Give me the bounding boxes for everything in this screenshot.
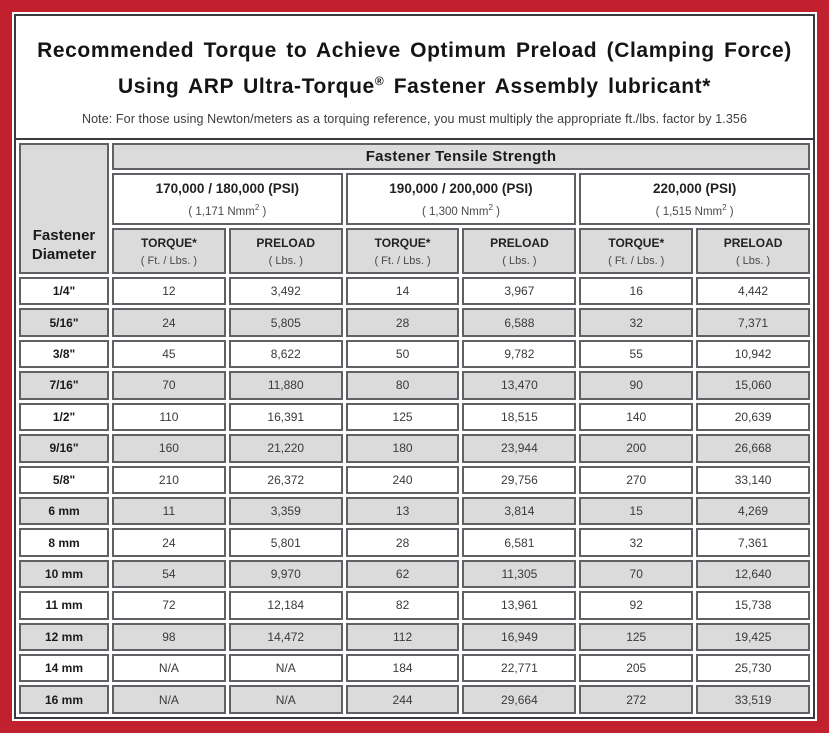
value-cell: 13,470 [462, 371, 576, 399]
value-cell: 29,756 [462, 466, 576, 494]
value-cell: 240 [346, 466, 460, 494]
tensile-header-row [19, 143, 810, 170]
torque-unit: ( Ft. / Lbs. ) [374, 254, 431, 267]
value-cell: 29,664 [462, 685, 576, 714]
value-cell: 9,970 [229, 560, 343, 588]
value-cell: 272 [579, 685, 693, 714]
value-cell: 184 [346, 654, 460, 682]
diameter-cell: 6 mm [19, 497, 109, 525]
page-title-line-2 [16, 66, 813, 102]
title-block [16, 16, 813, 138]
preload-unit: ( Lbs. ) [735, 254, 771, 267]
sub-header-row [19, 228, 810, 274]
content-card [14, 14, 815, 719]
value-cell: 80 [346, 371, 460, 399]
value-cell: 112 [346, 623, 460, 651]
value-cell: 125 [579, 623, 693, 651]
value-cell: 82 [346, 591, 460, 619]
table-body [19, 277, 810, 714]
table-row [19, 308, 810, 336]
value-cell: 4,269 [696, 497, 810, 525]
value-cell: N/A [229, 685, 343, 714]
card-rim [12, 12, 817, 721]
preload-label: PRELOAD [723, 235, 783, 250]
value-cell: 3,967 [462, 277, 576, 305]
value-cell: 55 [579, 340, 693, 368]
title-line-2-suffix: Fastener Assembly lubricant* [384, 75, 711, 98]
table-row [19, 623, 810, 651]
value-cell: 28 [346, 308, 460, 336]
value-cell: 12,640 [696, 560, 810, 588]
preload-column-header [462, 228, 576, 274]
value-cell: 26,372 [229, 466, 343, 494]
value-cell: 70 [579, 560, 693, 588]
value-cell: N/A [229, 654, 343, 682]
value-cell: 200 [579, 434, 693, 462]
value-cell: 16 [579, 277, 693, 305]
value-cell: 5,801 [229, 528, 343, 556]
value-cell: 6,581 [462, 528, 576, 556]
diameter-cell: 5/8" [19, 466, 109, 494]
value-cell: 11 [112, 497, 226, 525]
value-cell: 62 [346, 560, 460, 588]
value-cell: 270 [579, 466, 693, 494]
torque-label: TORQUE* [374, 235, 431, 250]
psi-label: 220,000 (PSI) [653, 180, 737, 196]
value-cell: 98 [112, 623, 226, 651]
value-cell: 5,805 [229, 308, 343, 336]
value-cell: 16,391 [229, 403, 343, 431]
value-cell: 11,305 [462, 560, 576, 588]
page-title-line-1: Recommended Torque to Achieve Optimum Preload (Clamping Force) [37, 39, 792, 62]
value-cell: 54 [112, 560, 226, 588]
value-cell: 19,425 [696, 623, 810, 651]
table-row [19, 685, 810, 714]
value-cell: 70 [112, 371, 226, 399]
value-cell: 16,949 [462, 623, 576, 651]
value-cell: 12 [112, 277, 226, 305]
fastener-diameter-header [19, 143, 109, 274]
preload-unit: ( Lbs. ) [502, 254, 537, 267]
value-cell: 244 [346, 685, 460, 714]
preload-label: PRELOAD [490, 235, 549, 250]
value-cell: 90 [579, 371, 693, 399]
table-row [19, 528, 810, 556]
value-cell: 21,220 [229, 434, 343, 462]
psi-header-row [19, 173, 810, 225]
value-cell: 6,588 [462, 308, 576, 336]
value-cell: 9,782 [462, 340, 576, 368]
fastener-diameter-header-line1: Fastener [32, 227, 96, 244]
value-cell: 50 [346, 340, 460, 368]
diameter-cell: 7/16" [19, 371, 109, 399]
diameter-cell: 9/16" [19, 434, 109, 462]
value-cell: 45 [112, 340, 226, 368]
value-cell: 25,730 [696, 654, 810, 682]
value-cell: 11,880 [229, 371, 343, 399]
value-cell: 15,738 [696, 591, 810, 619]
diameter-cell: 1/4" [19, 277, 109, 305]
value-cell: 15 [579, 497, 693, 525]
value-cell: 7,371 [696, 308, 810, 336]
diameter-cell: 14 mm [19, 654, 109, 682]
value-cell: 140 [579, 403, 693, 431]
table-row [19, 371, 810, 399]
value-cell: 14 [346, 277, 460, 305]
table-row [19, 403, 810, 431]
psi-label: 190,000 / 200,000 (PSI) [389, 180, 533, 196]
value-cell: 24 [112, 308, 226, 336]
table-row [19, 497, 810, 525]
table-row [19, 654, 810, 682]
torque-unit: ( Ft. / Lbs. ) [608, 254, 665, 267]
value-cell: 32 [579, 528, 693, 556]
torque-unit: ( Ft. / Lbs. ) [140, 254, 198, 267]
value-cell: 160 [112, 434, 226, 462]
table-row [19, 340, 810, 368]
psi-label: 170,000 / 180,000 (PSI) [155, 180, 299, 196]
value-cell: 18,515 [462, 403, 576, 431]
value-cell: 10,942 [696, 340, 810, 368]
value-cell: 125 [346, 403, 460, 431]
nmm-label: ( 1,300 Nmm$^2$ ) [422, 202, 500, 218]
preload-unit: ( Lbs. ) [268, 254, 303, 267]
torque-label: TORQUE* [608, 235, 665, 250]
value-cell: N/A [112, 654, 226, 682]
value-cell: 3,814 [462, 497, 576, 525]
torque-table [16, 140, 813, 717]
value-cell: 3,492 [229, 277, 343, 305]
title-line-2-text: Using ARP Ultra-Torque [117, 75, 375, 98]
value-cell: 92 [579, 591, 693, 619]
value-cell: 13 [346, 497, 460, 525]
value-cell: 22,771 [462, 654, 576, 682]
value-cell: N/A [112, 685, 226, 714]
preload-column-header [229, 228, 343, 274]
value-cell: 110 [112, 403, 226, 431]
table-row [19, 591, 810, 619]
nmm-label: ( 1,171 Nmm$^2$ ) [188, 202, 267, 218]
torque-column-header [346, 228, 460, 274]
value-cell: 8,622 [229, 340, 343, 368]
table-row [19, 560, 810, 588]
value-cell: 28 [346, 528, 460, 556]
diameter-cell: 3/8" [19, 340, 109, 368]
diameter-cell: 12 mm [19, 623, 109, 651]
diameter-cell: 8 mm [19, 528, 109, 556]
value-cell: 26,668 [696, 434, 810, 462]
tensile-strength-header: Fastener Tensile Strength [112, 143, 810, 170]
diameter-cell: 1/2" [19, 403, 109, 431]
torque-column-header [579, 228, 693, 274]
strength-group-header-170-180 [112, 173, 343, 225]
table-row [19, 434, 810, 462]
value-cell: 7,361 [696, 528, 810, 556]
value-cell: 33,140 [696, 466, 810, 494]
torque-table-area [16, 138, 813, 717]
value-cell: 180 [346, 434, 460, 462]
diameter-cell: 16 mm [19, 685, 109, 714]
diameter-cell: 11 mm [19, 591, 109, 619]
value-cell: 20,639 [696, 403, 810, 431]
value-cell: 205 [579, 654, 693, 682]
fastener-diameter-header-line2: Diameter [31, 246, 97, 263]
diameter-cell: 5/16" [19, 308, 109, 336]
nmm-label: ( 1,515 Nmm$^2$ ) [655, 202, 734, 218]
strength-group-header-190-200 [346, 173, 577, 225]
table-row [19, 466, 810, 494]
value-cell: 33,519 [696, 685, 810, 714]
value-cell: 32 [579, 308, 693, 336]
value-cell: 72 [112, 591, 226, 619]
table-row [19, 277, 810, 305]
value-cell: 12,184 [229, 591, 343, 619]
value-cell: 14,472 [229, 623, 343, 651]
note-text: Note: For those using Newton/meters as a torquing reference, you must multiply the appropriate ft./lbs. factor by 1.356 [81, 112, 747, 126]
preload-column-header [696, 228, 810, 274]
strength-group-header-220 [579, 173, 810, 225]
value-cell: 23,944 [462, 434, 576, 462]
value-cell: 13,961 [462, 591, 576, 619]
torque-column-header [112, 228, 226, 274]
value-cell: 210 [112, 466, 226, 494]
diameter-cell: 10 mm [19, 560, 109, 588]
value-cell: 4,442 [696, 277, 810, 305]
preload-label: PRELOAD [256, 235, 316, 250]
registered-trademark-symbol: ® [374, 74, 385, 88]
value-cell: 24 [112, 528, 226, 556]
value-cell: 3,359 [229, 497, 343, 525]
torque-label: TORQUE* [141, 235, 197, 250]
value-cell: 15,060 [696, 371, 810, 399]
